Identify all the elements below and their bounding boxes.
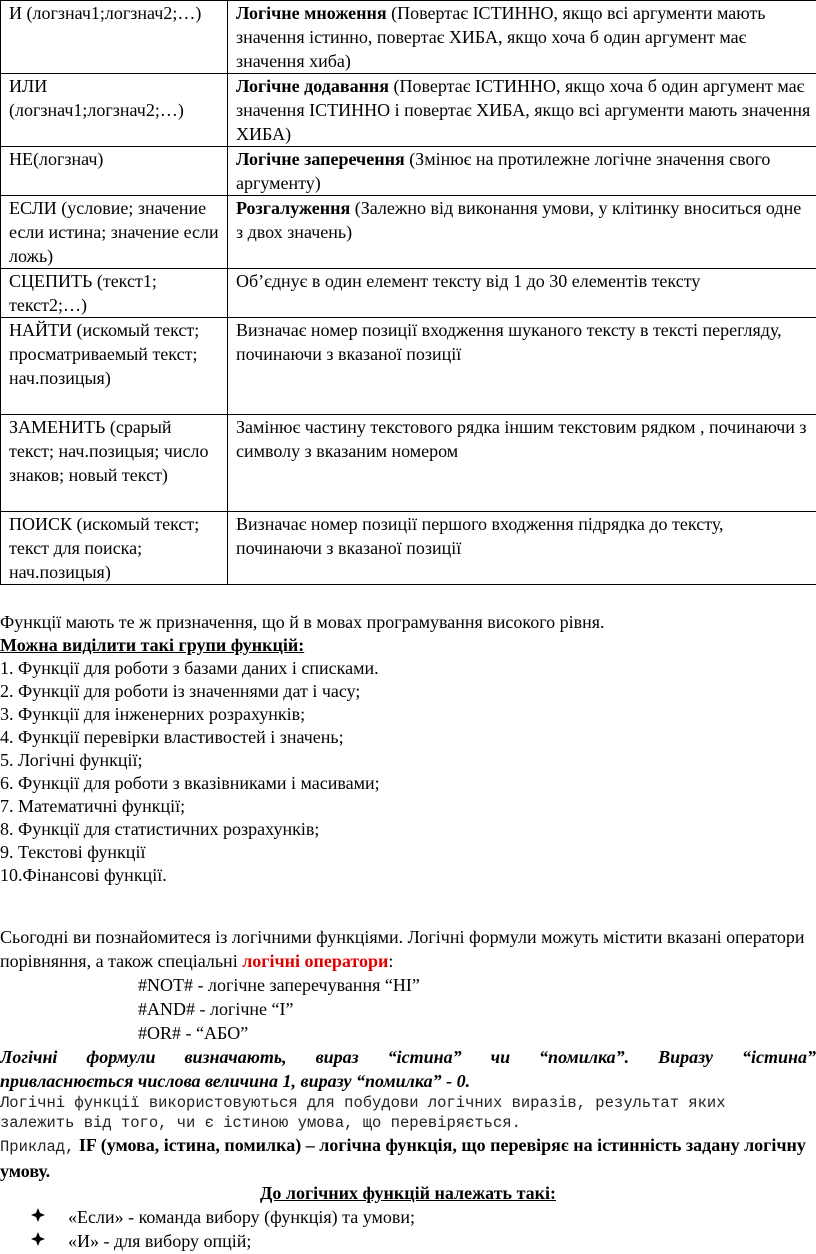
list-item: 8. Функції для статистичних розрахунків;	[0, 819, 320, 839]
operator-line: #AND# - логічне “І”	[138, 999, 294, 1019]
list-item: 2. Функції для роботи із значеннями дат і часу;	[0, 681, 361, 701]
usage-note: Логічні функції використовуються для побудови логічних виразів, результат яких залежить від того, чи є істиною умова, що перевіряється.	[0, 1094, 726, 1132]
groups-list	[0, 657, 816, 887]
list-item: 10.Фінансові функції.	[0, 865, 167, 885]
function-name-cell: НЕ(логзнач)	[1, 147, 228, 196]
today-paragraph: Сьогодні ви познайомитеся із логічними функціями. Логічні формули можуть містити вказані оператори порівняння, а також спеціальні логічні оператори:	[0, 927, 805, 971]
function-desc-cell: Логічне додавання (Повертає ІСТИННО, якщо хоча б один аргумент має значення ІСТИННО і повертає ХИБА, якщо всі аргументи мають значення ХИБА)	[228, 74, 816, 147]
function-name-cell: ИЛИ (логзнач1;логзнач2;…)	[1, 74, 228, 147]
list-item: 9. Текстові функції	[0, 842, 146, 862]
belongs-heading: До логічних функцій належать такі:	[259, 1183, 557, 1203]
formulas-line-2: привласнюється числова величина 1, виразу “помилка” - 0.	[0, 1071, 471, 1091]
table-row	[1, 74, 816, 147]
function-name-cell: ЕСЛИ (условие; значение если истина; значение если ложь)	[1, 196, 228, 269]
operator-line: #NOT# - логічне заперечування “НІ”	[138, 975, 420, 995]
groups-heading: Можна виділити такі групи функцій:	[0, 635, 305, 655]
list-item: 7. Математичні функції;	[0, 796, 186, 816]
table-row	[1, 269, 816, 318]
function-desc-cell: Логічне множення (Повертає ІСТИННО, якщо всі аргументи мають значення істинно, повертає ХИБА, якщо хоча б один аргумент має значення хиба)	[228, 1, 816, 74]
function-desc-cell: Визначає номер позиції першого входження підрядка до тексту, починаючи з вказаної позиції	[228, 512, 816, 585]
diamond-bullet-icon	[30, 1229, 68, 1253]
table-row	[1, 415, 816, 512]
table-row	[1, 196, 816, 269]
list-item: 5. Логічні функції;	[0, 750, 143, 770]
function-desc-cell: Розгалуження (Залежно від виконання умови, у клітинку вноситься одне з двох значень)	[228, 196, 816, 269]
list-item: 3. Функції для інженерних розрахунків;	[0, 704, 306, 724]
list-item: «Если» - команда вибору (функція) та умови;	[30, 1205, 415, 1229]
function-name-cell: ПОИСК (искомый текст; текст для поиска; нач.позицыя)	[1, 512, 228, 585]
example-paragraph: Приклад, IF (умова, істина, помилка) – логічна функція, що перевіряє на істинність задану логічну умову.	[0, 1135, 806, 1181]
table-row	[1, 318, 816, 415]
function-desc-cell: Замінює частину текстового рядка іншим текстовим рядком , починаючи з символу з вказаним номером	[228, 415, 816, 512]
table-row	[1, 512, 816, 585]
formulas-line-1: Логічні формули визначають, вираз “істина” чи “помилка”. Виразу “істина”	[0, 1047, 816, 1067]
function-desc-cell: Логічне заперечення (Змінює на протилежне логічне значення свого аргументу)	[228, 147, 816, 196]
list-item: «И» - для вибору опцій;	[30, 1229, 251, 1253]
logical-operators-highlight: логічні оператори	[242, 951, 389, 971]
function-name-cell: НАЙТИ (искомый текст; просматриваемый текст; нач.позицыя)	[1, 318, 228, 415]
list-item: 1. Функції для роботи з базами даних і списками.	[0, 658, 379, 678]
function-desc-cell: Об’єднує в один елемент тексту від 1 до 30 елементів тексту	[228, 269, 816, 318]
operator-line: #OR# - “АБО”	[138, 1023, 249, 1043]
function-name-cell: И (логзнач1;логзнач2;…)	[1, 1, 228, 74]
diamond-bullet-icon	[30, 1205, 68, 1229]
functions-table	[0, 0, 816, 585]
intro-paragraph: Функції мають те ж призначення, що й в мовах програмування високого рівня.	[0, 612, 605, 632]
list-item: 6. Функції для роботи з вказівниками і масивами;	[0, 773, 380, 793]
function-name-cell: СЦЕПИТЬ (текст1; текст2;…)	[1, 269, 228, 318]
table-row	[1, 147, 816, 196]
list-item: 4. Функції перевірки властивостей і значень;	[0, 727, 344, 747]
function-name-cell: ЗАМЕНИТЬ (срарый текст; нач.позицыя; число знаков; новый текст)	[1, 415, 228, 512]
function-desc-cell: Визначає номер позиції входження шуканого тексту в тексті перегляду, починаючи з вказаної позиції	[228, 318, 816, 415]
table-row	[1, 1, 816, 74]
